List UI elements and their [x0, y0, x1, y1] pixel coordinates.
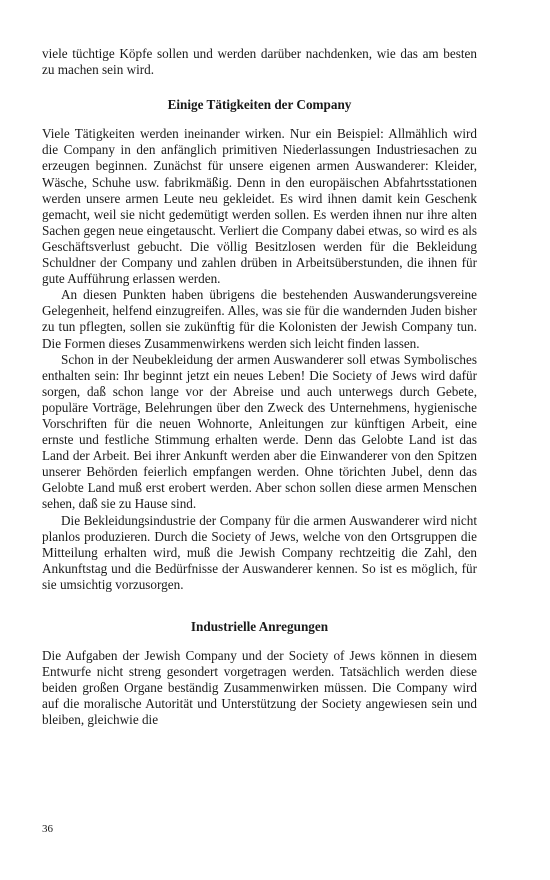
page-body	[42, 46, 477, 729]
paragraph-company-society-tasks: Die Aufgaben der Jewish Company und der Society of Jews können in diesem Entwurfe nicht streng gesondert vorgetragen werden. Tatsächlich werden diese beiden großen Organe beständig Zusammenwirken müssen. Die Company wird auf die moralische Autorität und Unterstützung der Society angewiesen sein und bleiben, gleichwie die	[42, 648, 477, 728]
paragraph-continuation: viele tüchtige Köpfe sollen und werden darüber nachdenken, wie das am besten zu machen sein wird.	[42, 46, 477, 78]
page-number: 36	[42, 823, 53, 835]
section-heading-company-activities: Einige Tätigkeiten der Company	[167, 97, 352, 113]
section-heading-industrial-suggestions: Industrielle Anregungen	[190, 619, 329, 634]
paragraph-clothing-industry: Viele Tätigkeiten werden ineinander wirken. Nur ein Beispiel: Allmählich wird die Company in den anfänglich primitiven Niederlassungen Industriesachen zu erzeugen beginnen. Zunächst für unsere eigenen armen Auswanderer: Kleider, Wäsche, Schuhe usw. fabrikmäßig. Denn in den europäischen Abfahrtsstationen werden unsere armen Leute neu gekleidet. Es wird ihnen damit kein Geschenk gemacht, weil sie nicht gedemütigt werden sollen. Es werden ihnen nur ihre alten Sachen gegen neue eingetauscht. Verliert die Company dabei etwas, so wird es als Geschäftsverlust gebucht. Die völlig Besitzlosen werden für die Bekleidung Schuldner der Company und zahlen drüben in Arbeitsüberstunden, die ihnen für gute Aufführung erlassen werden.	[42, 126, 477, 287]
paragraph-symbolic-clothing: Schon in der Neubekleidung der armen Auswanderer soll etwas Symbolisches enthalten sein: Ihr beginnt jetzt ein neues Leben! Die Society of Jews wird dafür sorgen, daß schon lange vor der Abreise und auch unterwegs durch Gebete, populäre Vorträge, Belehrungen über den Zweck des Unternehmens, hygienische Vorschriften für die neuen Wohnorte, Anleitungen zur künftigen Arbeit, eine ernste und festliche Stimmung erhalten werde. Denn das Gelobte Land ist das Land der Arbeit. Bei ihrer Ankunft werden aber die Einwanderer von den Spitzen unserer Behörden feierlich empfangen werden. Ohne törichten Jubel, denn das Gelobte Land muß erst erobert werden. Aber schon sollen diese armen Menschen sehen, daß sie zu Hause sind.	[42, 351, 477, 512]
paragraph-planned-production: Die Bekleidungsindustrie der Company für die armen Auswanderer wird nicht planlos produzieren. Durch die Society of Jews, welche von den Ortsgruppen die Mitteilung erhalten wird, muß die Jewish Company rechtzeitig die Zahl, den Ankunftstag und die Bedürfnisse der Auswanderer kennen. So ist es möglich, für sie umsichtig vorzusorgen.	[42, 512, 477, 592]
paragraph-emigration-societies: An diesen Punkten haben übrigens die bestehenden Auswanderungsvereine Gelegenheit, helfend einzugreifen. Alles, was sie für die wandernden Juden bisher zu tun pflegten, sollen sie zukünftig für die Kolonisten der Jewish Company tun. Die Formen dieses Zusammenwirkens werden sich leicht finden lassen.	[42, 287, 477, 351]
